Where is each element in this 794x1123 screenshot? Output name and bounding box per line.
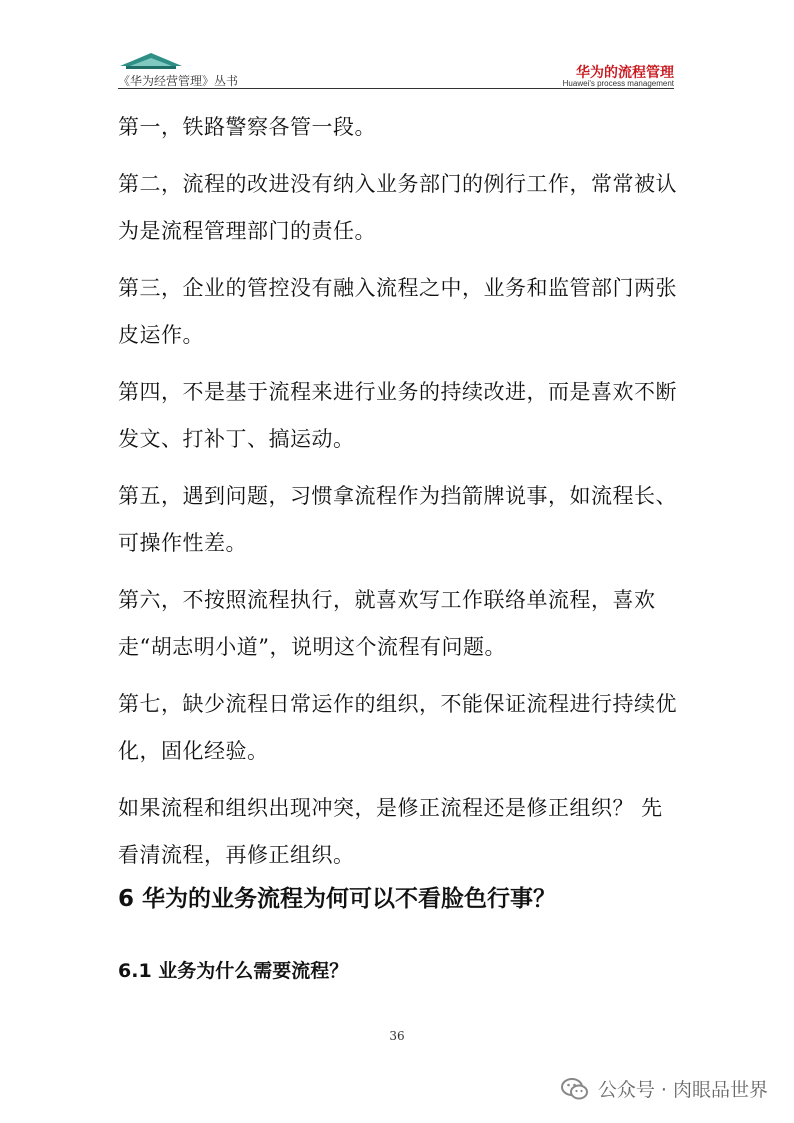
wechat-icon — [560, 1076, 590, 1102]
paragraph-2: 第二，流程的改进没有纳入业务部门的例行工作，常常被认为是流程管理部门的责任。 — [118, 172, 677, 243]
brand-subtitle: Huawei's process management — [562, 79, 674, 88]
section-heading: 6 华为的业务流程为何可以不看脸色行事？ — [118, 886, 557, 912]
paragraph-1: 第一，铁路警察各管一段。 — [118, 115, 376, 139]
body-text — [118, 104, 678, 889]
roof-logo-icon — [118, 50, 184, 74]
paragraph-7: 第七，缺少流程日常运作的组织，不能保证流程进行持续优化，固化经验。 — [118, 692, 677, 763]
header-divider — [118, 88, 674, 89]
watermark — [560, 1075, 768, 1102]
paragraph-6: 第六，不按照流程执行，就喜欢写工作联络单流程，喜欢走“胡志明小道”，说明这个流程有问题。 — [118, 588, 656, 659]
paragraph-5: 第五，遇到问题，习惯拿流程作为挡箭牌说事，如流程长、可操作性差。 — [118, 484, 677, 555]
page-number: 36 — [389, 1029, 405, 1043]
brand-title: 华为的流程管理 — [576, 65, 674, 81]
subsection-heading: 6.1 业务为什么需要流程？ — [118, 960, 349, 982]
page-header — [118, 50, 674, 90]
series-title: 《华为经营管理》丛书 — [118, 74, 239, 88]
paragraph-3: 第三，企业的管控没有融入流程之中，业务和监管部门两张皮运作。 — [118, 276, 677, 347]
paragraph-8: 如果流程和组织出现冲突，是修正流程还是修正组织？ 先看清流程，再修正组织。 — [118, 796, 663, 867]
watermark-text: 公众号 · 肉眼品世界 — [597, 1079, 768, 1101]
paragraph-4: 第四，不是基于流程来进行业务的持续改进，而是喜欢不断发文、打补丁、搞运动。 — [118, 380, 677, 451]
